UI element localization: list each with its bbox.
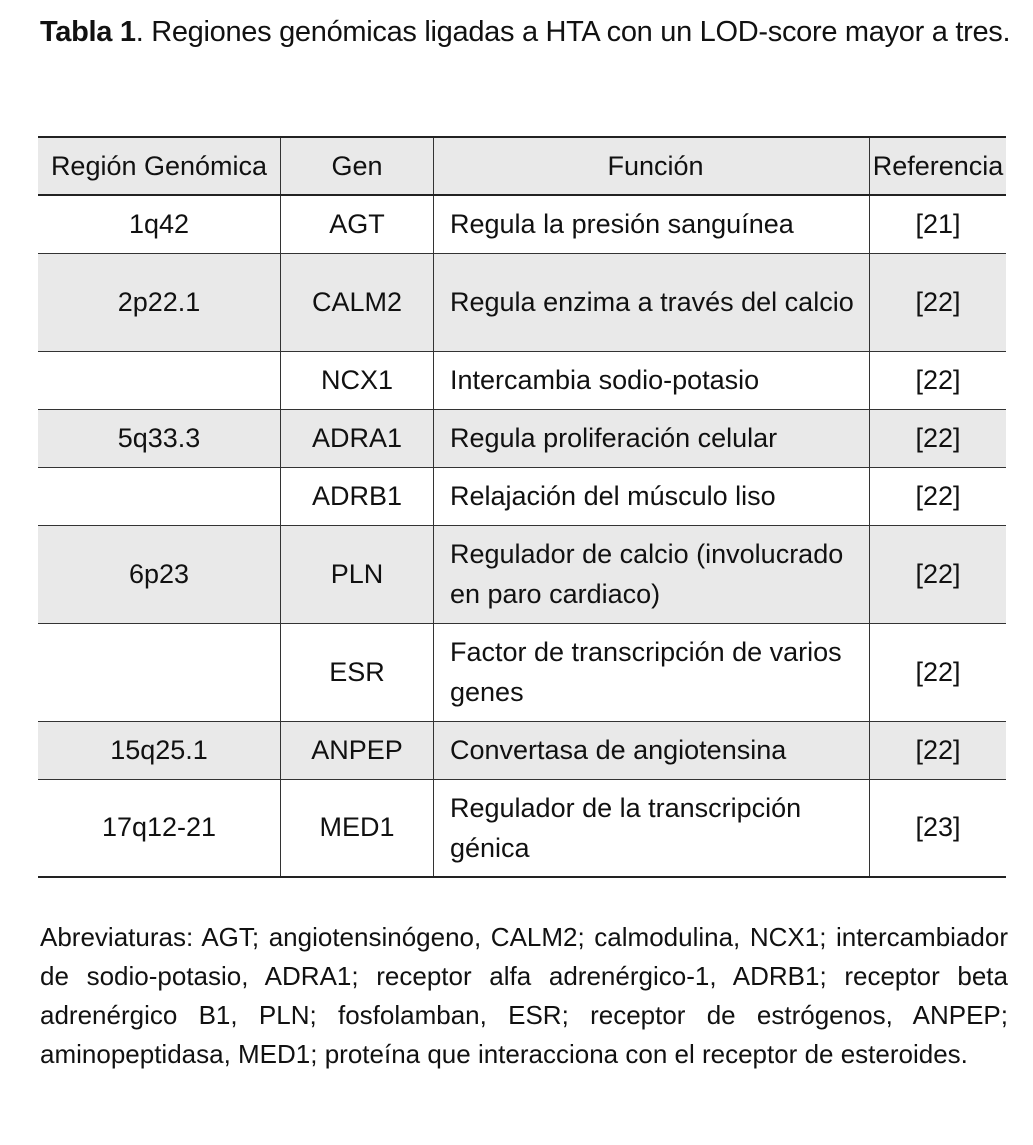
- cell-function: Convertasa de angiotensina: [434, 721, 870, 779]
- cell-gene: PLN: [281, 525, 434, 623]
- cell-reference: [22]: [915, 480, 961, 511]
- cell-region: 5q33.3: [38, 409, 281, 467]
- cell-region: 17q12-21: [38, 779, 281, 877]
- cell-function: Factor de transcripción de varios genes: [434, 623, 870, 721]
- cell-reference: [22]: [915, 656, 961, 687]
- table-row: [38, 351, 1006, 409]
- cell-reference: [22]: [915, 734, 961, 765]
- cell-function: Regula la presión sanguínea: [434, 195, 870, 253]
- cell-reference: [23]: [915, 812, 961, 843]
- cell-function: Regulador de la transcripción génica: [434, 779, 870, 877]
- cell-region: [38, 351, 281, 409]
- cell-gene: ANPEP: [281, 721, 434, 779]
- table-row: [38, 409, 1006, 467]
- table-caption: [40, 14, 1015, 51]
- cell-region: [38, 623, 281, 721]
- header-reference: Referencia: [872, 150, 1004, 181]
- cell-reference: [22]: [915, 364, 961, 395]
- cell-function: Regulador de calcio (involucrado en paro cardiaco): [434, 525, 870, 623]
- cell-gene: MED1: [281, 779, 434, 877]
- cell-reference: [21]: [915, 208, 961, 239]
- cell-function: Regula proliferación celular: [434, 409, 870, 467]
- cell-gene: ADRB1: [281, 467, 434, 525]
- abbreviations-footnote: Abreviaturas: AGT; angiotensinógeno, CALM2; calmodulina, NCX1; intercambiador de sodio-potasio, ADRA1; receptor alfa adrenérgico-1, ADRB1; receptor beta adrenérgico B1, PLN; fosfolamban, ESR; receptor de estrógenos, ANPEP; aminopeptidasa, MED1; proteína que interacciona con el receptor de esteroides.: [40, 922, 1008, 1069]
- caption-label: Tabla 1: [40, 16, 136, 48]
- cell-region: 6p23: [38, 525, 281, 623]
- cell-region: 1q42: [38, 195, 281, 253]
- cell-region: 15q25.1: [38, 721, 281, 779]
- header-region: Región Genómica: [38, 137, 281, 195]
- cell-reference: [22]: [915, 286, 961, 317]
- header-function: Función: [434, 137, 870, 195]
- cell-gene: AGT: [281, 195, 434, 253]
- table-row: [38, 195, 1006, 253]
- caption-text: . Regiones genómicas ligadas a HTA con un LOD-score mayor a tres.: [135, 16, 1011, 48]
- table-row: [38, 467, 1006, 525]
- cell-function: Relajación del músculo liso: [434, 467, 870, 525]
- cell-gene: ESR: [281, 623, 434, 721]
- cell-reference: [22]: [915, 558, 961, 589]
- table-row: [38, 525, 1006, 623]
- cell-function: Regula enzima a través del calcio: [434, 253, 870, 351]
- header-gene: Gen: [281, 137, 434, 195]
- table-row: [38, 721, 1006, 779]
- genomic-regions-table: [38, 136, 1006, 878]
- cell-gene: CALM2: [281, 253, 434, 351]
- table-row: [38, 779, 1006, 877]
- table-row: [38, 623, 1006, 721]
- cell-function: Intercambia sodio-potasio: [434, 351, 870, 409]
- cell-reference: [22]: [915, 422, 961, 453]
- cell-gene: NCX1: [281, 351, 434, 409]
- cell-gene: ADRA1: [281, 409, 434, 467]
- table-row: [38, 253, 1006, 351]
- table-header-row: [38, 137, 1006, 195]
- cell-region: [38, 467, 281, 525]
- cell-region: 2p22.1: [38, 253, 281, 351]
